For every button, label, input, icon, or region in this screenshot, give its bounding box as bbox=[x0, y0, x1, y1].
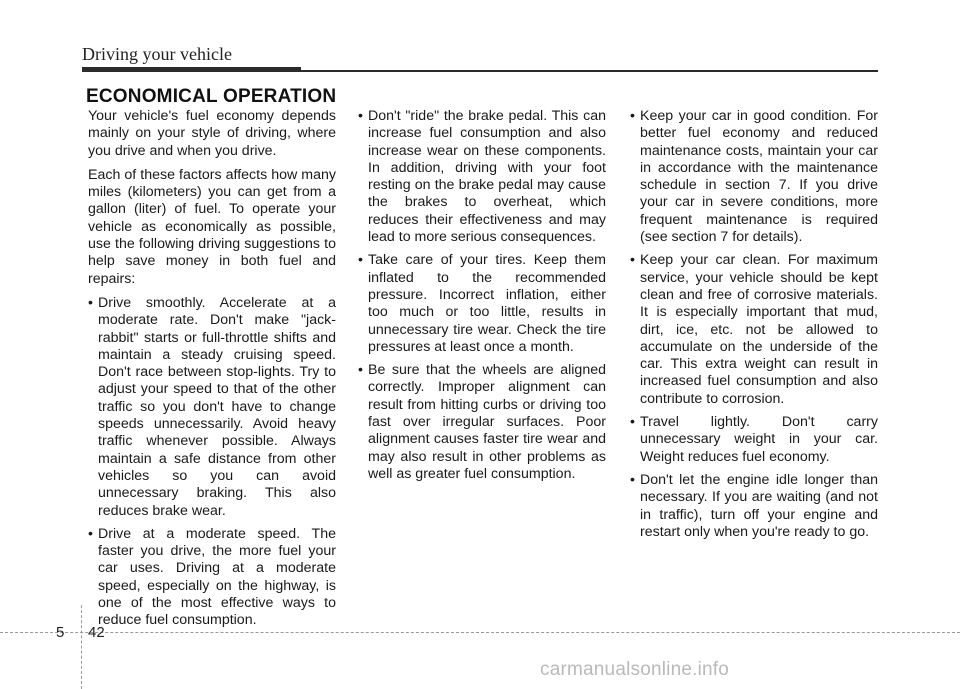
watermark: carmanualsonline.info bbox=[540, 659, 730, 680]
list-item bbox=[88, 295, 336, 520]
column-1 bbox=[88, 108, 336, 636]
bullet-icon: • bbox=[630, 471, 635, 488]
column-3 bbox=[630, 108, 878, 547]
page-chapter: 5 bbox=[56, 624, 65, 641]
bullet-icon: • bbox=[630, 414, 635, 431]
bullet-icon: • bbox=[358, 252, 363, 269]
page-number: 42 bbox=[88, 624, 105, 641]
list-item-text: Drive smoothly. Accelerate at a moderate rate. Don't make "jack-rabbit" starts or full-throttle shifts and maintain a steady cruising speed. Don't race between stop-lights. Try to adjust your speed to that of the other traffic so you don't have to change speeds unnecessarily. Avoid heavy traffic whenever possible. Always maintain a safe distance from other vehicles so you can avoid unnecessary braking. This also reduces brake wear. bbox=[98, 294, 336, 519]
bullet-icon: • bbox=[358, 108, 363, 124]
intro-paragraph: Your vehicle's fuel economy depends mainly on your style of driving, where you drive and when you drive. bbox=[88, 108, 336, 159]
header-title: Driving your vehicle bbox=[82, 44, 232, 64]
list-item-text: Keep your car clean. For maximum service, your vehicle should be kept clean and free of corrosive materials. It is especially important that mud, dirt, ice, etc. not be allowed to accumulate on the underside of the car. This extra weight can result in increased fuel consumption and also contribute to corrosion. bbox=[640, 252, 878, 407]
list-item bbox=[630, 472, 878, 541]
tips-list-1 bbox=[88, 295, 336, 630]
list-item-text: Be sure that the wheels are aligned correctly. Improper alignment can result from hitting curbs or driving too fast over irregular surfaces. Poor alignment causes faster tire wear and may also result in other problems as well as greater fuel consumption. bbox=[368, 362, 606, 482]
factors-paragraph: Each of these factors affects how many miles (kilometers) you can get from a gallon (liter) of fuel. To operate your vehicle as economically as possible, use the following driving suggestions to help save money in both fuel and repairs: bbox=[88, 166, 336, 287]
list-item-text: Don't "ride" the brake pedal. This can increase fuel consumption and also increase wear on these components. In addition, driving with your foot resting on the brake pedal may cause the brakes to overheat, which reduces their effectiveness and may lead to more serious consequences. bbox=[368, 108, 606, 246]
list-item bbox=[630, 252, 878, 408]
list-item-text: Drive at a moderate speed. The faster you drive, the more fuel your car uses. Driving at a moderate speed, especially on the highway, is one of the most effective ways to reduce fuel consumption. bbox=[98, 525, 336, 629]
bullet-icon: • bbox=[358, 362, 363, 379]
list-item-text: Don't let the engine idle longer than necessary. If you are waiting (and not in traffic), turn off your engine and restart only when you're ready to go. bbox=[640, 471, 878, 540]
bullet-icon: • bbox=[88, 294, 93, 311]
column-2 bbox=[358, 108, 606, 489]
list-item bbox=[630, 414, 878, 466]
list-item bbox=[358, 252, 606, 356]
footer-horizontal-rule bbox=[0, 632, 960, 633]
list-item bbox=[358, 108, 606, 246]
tips-list-2 bbox=[358, 108, 606, 483]
list-item bbox=[630, 108, 878, 246]
section-title: ECONOMICAL OPERATION bbox=[86, 86, 337, 107]
list-item-text: Travel lightly. Don't carry unnecessary weight in your car. Weight reduces fuel economy. bbox=[640, 414, 878, 465]
list-item bbox=[88, 526, 336, 630]
list-item-text: Keep your car in good condition. For better fuel economy and reduced maintenance costs, maintain your car in accordance with the maintenance schedule in section 7. If you drive your car in severe conditions, more frequent maintenance is required (see section 7 for details). bbox=[640, 108, 878, 246]
tips-list-3 bbox=[630, 108, 878, 541]
footer-vertical-rule bbox=[81, 605, 82, 689]
bullet-icon: • bbox=[630, 108, 635, 124]
list-item-text: Take care of your tires. Keep them inflated to the recommended pressure. Incorrect inflation, either too much or too little, results in unnecessary tire wear. Check the tire pressures at least once a month. bbox=[368, 252, 606, 355]
bullet-icon: • bbox=[630, 252, 635, 269]
header-bar-thin bbox=[82, 70, 878, 72]
bullet-icon: • bbox=[88, 525, 93, 542]
list-item bbox=[358, 362, 606, 483]
